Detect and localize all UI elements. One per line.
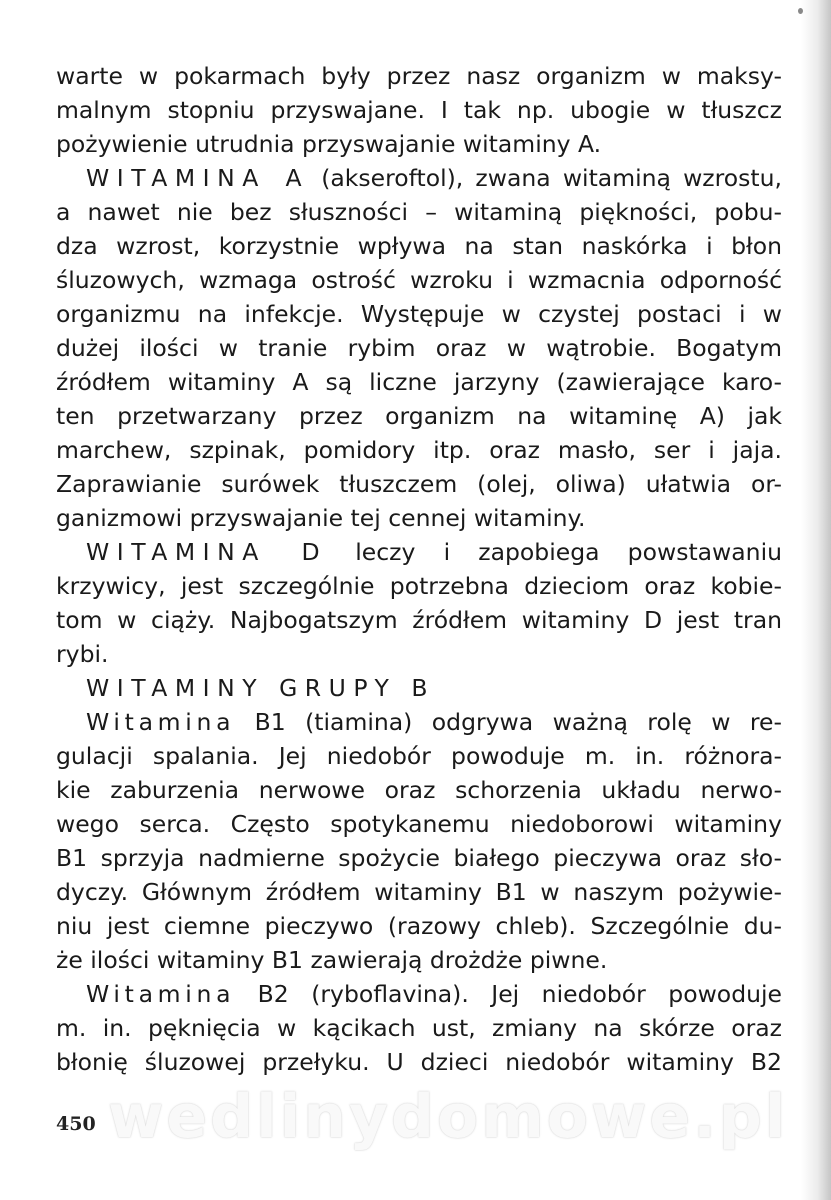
- text-line: dużej ilości w tranie rybim oraz w wątrobie. Bogatym: [56, 334, 782, 362]
- text-line: [86, 671, 782, 705]
- text-line: pożywienie utrudnia przyswajanie witaminy A.: [56, 130, 602, 158]
- text-line: że ilości witaminy B1 zawierają drożdże piwne.: [56, 946, 608, 974]
- subheading-vitamin-b2: Witamina: [86, 980, 236, 1008]
- text-line: WITAMINA D leczy i zapobiega powstawaniu: [86, 538, 782, 566]
- text-line: źródłem witaminy A są liczne jarzyny (zawierające karo-: [56, 368, 782, 396]
- text-line: a nawet nie bez słuszności – witaminą piękności, pobu-: [56, 198, 782, 226]
- subheading-vitamin-b1: Witamina: [86, 708, 236, 736]
- text-line: Witamina B2 (ryboflavina). Jej niedobór powoduje: [86, 980, 782, 1008]
- text-line: ten przetwarzany przez organizm na witaminę A) jak: [56, 402, 782, 430]
- page-edge-shadow: [801, 0, 831, 1200]
- page-number: 450: [56, 1113, 96, 1135]
- text-line: gulacji spalania. Jej niedobór powoduje m. in. różnora-: [56, 742, 782, 770]
- text-line: Zaprawianie surówek tłuszczem (olej, oliwa) ułatwia or-: [56, 470, 782, 498]
- text-line: ganizmowi przyswajanie tej cennej witaminy.: [56, 504, 586, 532]
- text-line: błonię śluzowej przełyku. U dzieci niedobór witaminy B2: [56, 1048, 782, 1076]
- text-line: malnym stopniu przyswajane. I tak np. ubogie w tłuszcz: [56, 96, 782, 124]
- text-line: Witamina B1 (tiamina) odgrywa ważną rolę w re-: [86, 708, 782, 736]
- text-line: kie zaburzenia nerwowe oraz schorzenia układu nerwo-: [56, 776, 782, 804]
- text-line: marchew, szpinak, pomidory itp. oraz masło, ser i jaja.: [56, 436, 782, 464]
- text-line: organizmu na infekcje. Występuje w czystej postaci i w: [56, 300, 782, 328]
- text-line: śluzowych, wzmaga ostrość wzroku i wzmacnia odporność: [56, 266, 782, 294]
- section-heading-vitamin-d: WITAMINA D: [86, 538, 328, 566]
- text-line: warte w pokarmach były przez nasz organizm w maksy-: [56, 62, 782, 90]
- text-line: krzywicy, jest szczególnie potrzebna dzieciom oraz kobie-: [56, 572, 782, 600]
- text-line: dza wzrost, korzystnie wpływa na stan naskórka i błon: [56, 232, 782, 260]
- text-line: m. in. pęknięcia w kącikach ust, zmiany na skórze oraz: [56, 1014, 782, 1042]
- text-line: tom w ciąży. Najbogatszym źródłem witaminy D jest tran: [56, 606, 782, 634]
- text-line: WITAMINA A (akseroftol), zwana witaminą wzrostu,: [86, 164, 782, 192]
- text-line: dyczy. Głównym źródłem witaminy B1 w naszym pożywie-: [56, 878, 782, 906]
- text-line: rybi.: [56, 640, 109, 668]
- text-line: wego serca. Często spotykanemu niedoborowi witaminy: [56, 810, 782, 838]
- scan-speck: [798, 8, 803, 14]
- text-line: B1 sprzyja nadmierne spożycie białego pieczywa oraz sło-: [56, 844, 782, 872]
- section-heading-vitamin-a: WITAMINA A: [86, 164, 310, 192]
- text-line: niu jest ciemne pieczywo (razowy chleb). Szczególnie du-: [56, 912, 782, 940]
- section-heading-vitamin-b-group: WITAMINY GRUPY B: [86, 674, 436, 702]
- watermark: wedlinydomowe.pl: [108, 1082, 789, 1152]
